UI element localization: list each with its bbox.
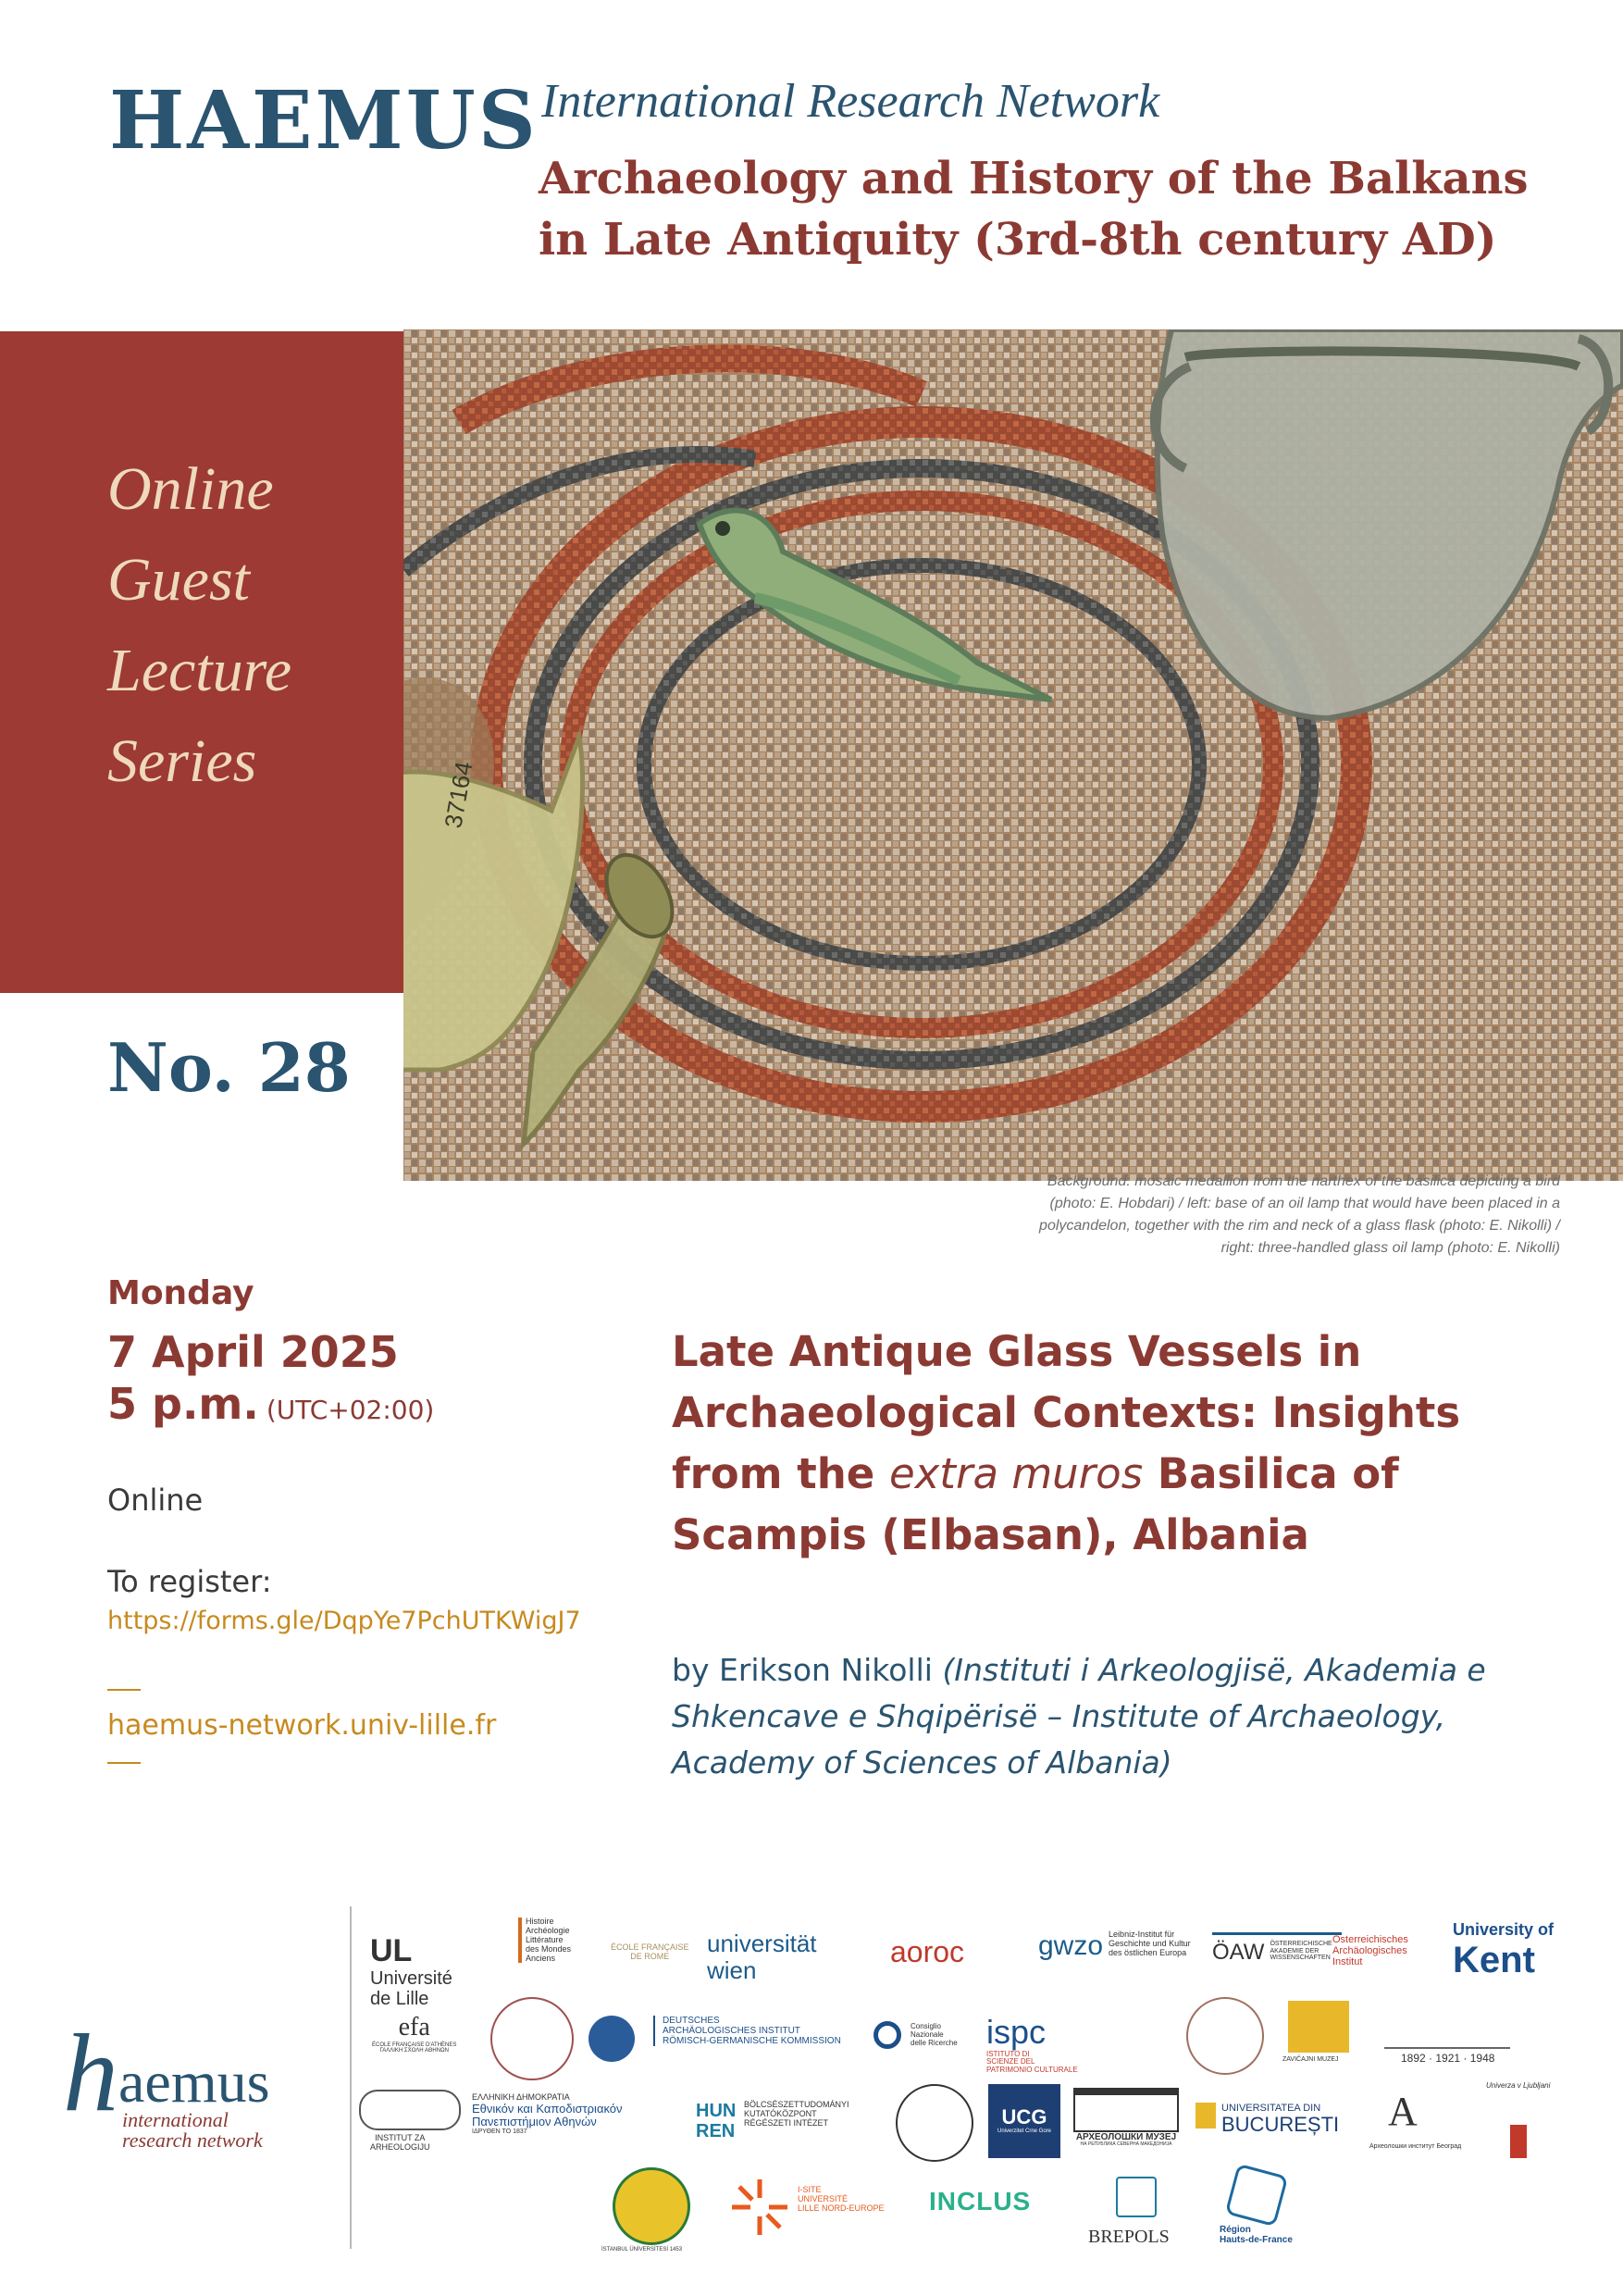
logo-halma (518, 1917, 600, 1963)
logo-efr (611, 1943, 689, 1962)
logo-oaw (1212, 1932, 1342, 1965)
lille-line2: de Lille (370, 1989, 429, 2010)
istanbul-line2: 1453 (669, 2247, 683, 2253)
halma-line1: Histoire (526, 1917, 554, 1926)
istanbul-line1: İSTANBUL ÜNİVERSİTESİ (601, 2247, 669, 2253)
haemus-logo (63, 2011, 341, 2152)
logo-istanbul (601, 2247, 682, 2253)
logo-iza (370, 2134, 430, 2153)
crest-logo-icon (588, 2016, 635, 2062)
ulne-line2: UNIVERSITÉ (798, 2193, 849, 2203)
cnr-icon (873, 2021, 901, 2049)
oaw-mark: ÖAW (1212, 1940, 1265, 1965)
hunren-line1: HUN (696, 2101, 737, 2121)
gwzo-line3: Geschichte und Kultur (1109, 1938, 1191, 1948)
lecture-title-line3-pre: from the (672, 1449, 889, 1498)
logo-btk (744, 2101, 849, 2128)
ispc-line4: PATRIMONIO CULTURALE (986, 2066, 1078, 2075)
nkua-line1: ΕΛΛΗΝΙΚΗ ΔΗΜΟΚΡΑΤΙΑ (472, 2092, 570, 2102)
seal-logo-icon-2 (1186, 1997, 1264, 2075)
ucg-line2: Univerzitet Crne Gore (997, 2128, 1052, 2135)
logo-efa (372, 2014, 456, 2054)
seal-logo-icon (490, 1997, 574, 2080)
ispc-mark: ispc (986, 2013, 1047, 2051)
speaker-affiliation-2: Shkencave e Shqipërisë – Institute of Archaeology, (672, 1698, 1446, 1734)
footer-divider (350, 1906, 352, 2249)
logo-museum-building (1384, 2010, 1510, 2049)
caption-line-1: Background: mosaic medallion from the narthex of the basilica depicting a bird (1047, 1173, 1560, 1189)
ljubljana-mark-icon (1510, 2125, 1527, 2158)
logo-hdf (1220, 2225, 1293, 2245)
ucg-line1: UCG (1001, 2105, 1047, 2128)
logo-aoroc (890, 1936, 964, 1968)
speaker-affiliation-3: Academy of Sciences of Albania) (672, 1744, 1172, 1781)
kent-line1: University of (1453, 1920, 1555, 1939)
halma-line2: Archéologie (526, 1925, 570, 1935)
knot-logo-icon (359, 2090, 461, 2130)
aoroc-line1: aoroc (890, 1935, 965, 1968)
dai-line3: RÖMISCH-GERMANISCHE KOMMISSION (663, 2036, 841, 2046)
logo-zavicajni-text: ZAVIČAJNI MUZEJ (1282, 2056, 1339, 2063)
gwzo-line4: des östlichen Europa (1109, 1947, 1187, 1957)
lille-mark: UL (370, 1933, 413, 1968)
wien-line2: wien (707, 1955, 757, 1984)
efa-line1: efa (398, 2013, 430, 2042)
event-day: Monday (107, 1274, 254, 1312)
speaker-name: by Erikson Nikolli (672, 1652, 943, 1688)
logo-zavicajni (1288, 2001, 1349, 2053)
nkua-line2: Εθνικόν και Καποδιστριακόν (472, 2101, 623, 2116)
brand-title: HAEMUS (109, 74, 539, 168)
bucuresti-crest-icon (1196, 2103, 1216, 2128)
cnr-line2: Nazionale (911, 2029, 944, 2039)
logo-kent (1453, 1921, 1554, 1980)
logo-nkua (472, 2093, 623, 2136)
divider-dash-bottom (107, 1762, 141, 1764)
oai-line3: Institut (1332, 1956, 1363, 1968)
btk-line1: BÖLCSÉSZETTUDOMÁNYI (744, 2100, 849, 2109)
nkua-line3: Πανεπιστήμιον Αθηνών (472, 2115, 597, 2129)
caption-line-3: polycandelon, together with the rim and neck of a glass flask (photo: E. Nikolli) / (1039, 1218, 1560, 1234)
logo-museum-years: 1892 · 1921 · 1948 (1401, 2052, 1495, 2065)
oai-line2: Archäologisches (1332, 1945, 1407, 1957)
logo-ucg (988, 2084, 1060, 2158)
haemus-logo-word: aemus (118, 2049, 270, 2115)
event-timezone: (UTC+02:00) (266, 1395, 435, 1425)
seal-logo-icon-3 (896, 2084, 973, 2162)
logo-ljubljana: Univerza v Ljubljani (1486, 2081, 1551, 2090)
btk-line3: RÉGÉSZETI INTÉZET (744, 2117, 829, 2128)
logo-ispc (986, 2014, 1078, 2075)
lecture-title-line3-post: Basilica of (1143, 1449, 1399, 1498)
ulne-burst-svg (727, 2175, 792, 2240)
aib-mark-icon: A (1388, 2089, 1418, 2134)
register-link[interactable]: https://forms.gle/DqpYe7PchUTKWigJ7 (107, 1607, 581, 1635)
caption-line-2: (photo: E. Hobdari) / left: base of an oil lamp that would have been placed in a (1049, 1196, 1560, 1211)
logo-bucuresti (1196, 2103, 1339, 2136)
speaker-line-1 (672, 1647, 1560, 1694)
caption-line-4: right: three-handled glass oil lamp (photo: E. Nikolli) (1220, 1240, 1560, 1256)
ispc-line3: SCIENZE DEL (986, 2057, 1035, 2066)
hunren-line2: REN (696, 2121, 736, 2141)
efr-line2: DE ROME (630, 1951, 670, 1961)
amm-line2: НА РЕПУБЛИКА СЕВЕРНА МАКЕДОНИЈА (1080, 2141, 1172, 2147)
halma-line4: des Mondes Anciens (526, 1943, 572, 1963)
dai-line1: DEUTSCHES (663, 2016, 720, 2026)
oaw-line2: ÖSTERREICHISCHE (1270, 1941, 1332, 1947)
oaw-line3: AKADEMIE DER (1270, 1947, 1319, 1955)
oai-line1: Österreichisches (1332, 1934, 1408, 1945)
series-line-2: Guest (107, 546, 250, 614)
event-time: 5 p.m. (107, 1379, 259, 1429)
network-subtitle: International Research Network (541, 75, 1160, 128)
efr-line1: ÉCOLE FRANÇAISE (611, 1942, 689, 1952)
istanbul-seal-icon (613, 2167, 690, 2245)
hdf-line2: Hauts-de-France (1220, 2235, 1293, 2245)
image-caption (814, 1171, 1560, 1260)
gwzo-mark: gwzo (1038, 1930, 1104, 1961)
haemus-logo-h: h (63, 2011, 118, 2134)
brepols-mark-icon (1116, 2177, 1157, 2217)
dai-line2: ARCHÄOLOGISCHES INSTITUT (663, 2026, 800, 2036)
lille-line1: Université (370, 1968, 452, 1990)
haemus-logo-tagline-1: international (122, 2108, 229, 2131)
halma-line3: Littérature (526, 1934, 564, 1944)
series-line-4: Series (107, 727, 257, 795)
logo-aib: Археолошки институт Београд (1369, 2143, 1462, 2150)
ulne-burst-icon (727, 2175, 792, 2240)
divider-dash-top (107, 1689, 141, 1691)
logo-amm (1073, 2088, 1179, 2148)
lecture-number: No. 28 (107, 1028, 351, 1107)
mosaic-photo (403, 329, 1623, 1181)
bucuresti-line2: BUCUREȘTI (1221, 2113, 1340, 2137)
speaker-block (672, 1647, 1560, 1786)
hdf-line1: Région (1220, 2225, 1251, 2235)
amm-building-icon (1073, 2088, 1179, 2132)
speaker-affiliation-1: (Instituti i Arkeologjisë, Akademia e (942, 1652, 1486, 1688)
logo-gwzo (1038, 1930, 1223, 1961)
event-date: 7 April 2025 (107, 1327, 399, 1377)
cnr-line1: Consiglio (911, 2022, 941, 2030)
hdf-map-icon (1225, 2164, 1289, 2228)
mosaic-illustration (403, 329, 1623, 1181)
project-title (539, 148, 1593, 270)
logo-dai (653, 2016, 841, 2046)
lecture-title-line2: Archaeological Contexts: Insights (672, 1388, 1461, 1437)
logo-ulne (798, 2186, 885, 2214)
logo-inclus: INCLUS (929, 2187, 1032, 2215)
lecture-title-line3-italic: extra muros (888, 1449, 1144, 1498)
project-title-line1: Archaeology and History of the Balkans (539, 153, 1529, 205)
logo-wien (707, 1930, 817, 1983)
logo-lille (370, 1934, 452, 2009)
logo-oai (1332, 1934, 1408, 1967)
series-heading (107, 444, 291, 807)
website-link[interactable]: haemus-network.univ-lille.fr (107, 1709, 497, 1742)
event-mode: Online (107, 1483, 204, 1518)
efa-line3: ΓΑΛΛΙΚΗ ΣΧΟΛΗ ΑΘΗΝΩΝ (379, 2048, 449, 2054)
kent-line2: Kent (1453, 1939, 1535, 1980)
amm-line1: АРХЕОЛОШКИ МУЗЕЈ (1075, 2132, 1177, 2142)
gwzo-line2: Leibniz-Institut für (1109, 1930, 1175, 1939)
glass-inventory-label: 37164 (439, 759, 478, 831)
bucuresti-line1: UNIVERSITATEA DIN (1221, 2103, 1321, 2114)
iza-line2: ARHEOLOGIJU (370, 2141, 430, 2152)
event-time-row (107, 1379, 626, 1429)
lecture-title-line1: Late Antique Glass Vessels in (672, 1327, 1362, 1376)
iza-line1: INSTITUT ZA (375, 2133, 426, 2142)
lecture-title-line3 (672, 1444, 1523, 1505)
series-line-3: Lecture (107, 637, 292, 704)
cnr-line3: delle Ricerche (911, 2038, 958, 2047)
lecture-title-line4: Scampis (Elbasan), Albania (672, 1510, 1309, 1559)
ulne-line3: LILLE NORD-EUROPE (798, 2203, 885, 2213)
oaw-line4: WISSENSCHAFTEN (1270, 1955, 1331, 1962)
nkua-line4: ΙΔΡΥΘΕΝ ΤΟ 1837 (472, 2128, 527, 2136)
logo-brepols: BREPOLS (1088, 2227, 1170, 2247)
logo-cnr (873, 2023, 958, 2047)
ulne-line1: I-SITE (798, 2185, 822, 2194)
ispc-line2: ISTITUTO DI (986, 2049, 1030, 2058)
project-title-line2: in Late Antiquity (3rd-8th century AD) (539, 214, 1497, 266)
lecture-title (672, 1322, 1523, 1566)
event-details (107, 1274, 626, 1764)
logo-hunren (696, 2101, 736, 2141)
efa-line2: ÉCOLE FRANÇAISE D'ATHÈNES (372, 2042, 457, 2048)
haemus-logo-tagline-2: research network (122, 2128, 263, 2152)
btk-line2: KUTATÓKÖZPONT (744, 2108, 817, 2118)
series-line-1: Online (107, 455, 274, 523)
haemus-logo-tagline (122, 2110, 263, 2151)
wien-line1: universität (707, 1930, 817, 1957)
register-label: To register: (107, 1564, 272, 1599)
